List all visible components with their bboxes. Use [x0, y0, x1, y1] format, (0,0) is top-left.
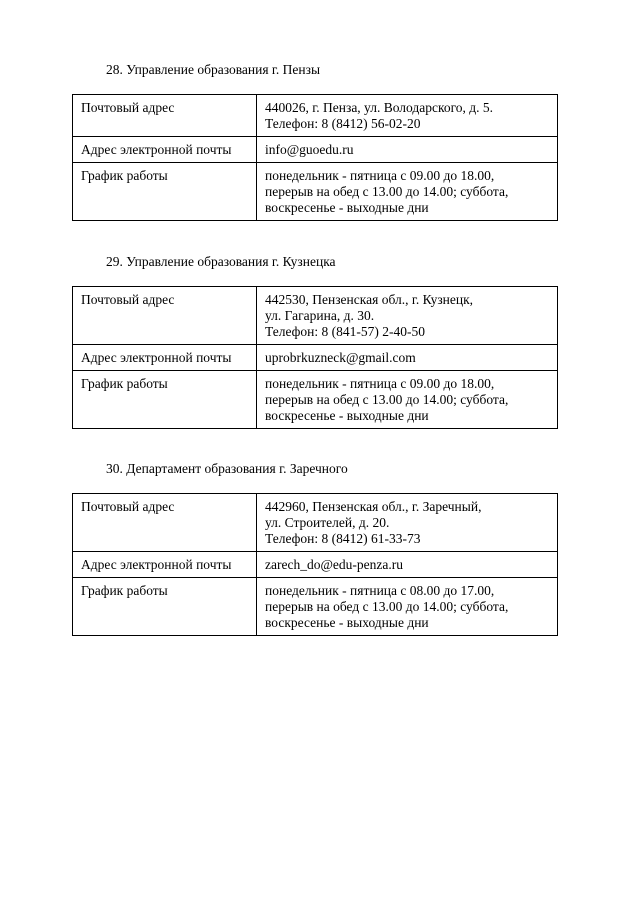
- email-value[interactable]: info@guoedu.ru: [257, 137, 558, 163]
- schedule-line: воскресенье - выходные дни: [265, 615, 429, 630]
- section-title: 29. Управление образования г. Кузнецка: [106, 254, 336, 269]
- table-row-address: [73, 287, 558, 345]
- table-row-address: [73, 494, 558, 552]
- address-label: Почтовый адрес: [73, 287, 257, 345]
- table-row-email: [73, 345, 558, 371]
- table-row-schedule: [73, 163, 558, 221]
- contact-table: [72, 286, 558, 429]
- schedule-value: [257, 371, 558, 429]
- address-value: [257, 494, 558, 552]
- schedule-label: График работы: [73, 371, 257, 429]
- address-line: ул. Гагарина, д. 30.: [265, 308, 375, 323]
- address-line: ул. Строителей, д. 20.: [265, 515, 390, 530]
- email-label: Адрес электронной почты: [73, 552, 257, 578]
- address-line: 440026, г. Пенза, ул. Володарского, д. 5.: [265, 100, 494, 115]
- schedule-line: перерыв на обед с 13.00 до 14.00; суббота,: [265, 184, 509, 199]
- table-row-schedule: [73, 371, 558, 429]
- contact-table: [72, 493, 558, 636]
- section-kuznetsk: [72, 254, 558, 429]
- section-title: 30. Департамент образования г. Заречного: [106, 461, 348, 476]
- address-value: [257, 287, 558, 345]
- schedule-line: перерыв на обед с 13.00 до 14.00; суббота,: [265, 392, 509, 407]
- email-value[interactable]: uprobrkuzneck@gmail.com: [257, 345, 558, 371]
- phone-line: Телефон: 8 (8412) 61-33-73: [265, 531, 421, 546]
- table-row-address: [73, 95, 558, 137]
- schedule-line: понедельник - пятница с 08.00 до 17.00,: [265, 583, 495, 598]
- schedule-line: перерыв на обед с 13.00 до 14.00; суббота,: [265, 599, 509, 614]
- phone-line: Телефон: 8 (841-57) 2-40-50: [265, 324, 425, 339]
- contact-table: [72, 94, 558, 221]
- email-label: Адрес электронной почты: [73, 137, 257, 163]
- phone-line: Телефон: 8 (8412) 56-02-20: [265, 116, 421, 131]
- section-title: 28. Управление образования г. Пензы: [106, 62, 321, 77]
- address-label: Почтовый адрес: [73, 494, 257, 552]
- table-row-email: [73, 552, 558, 578]
- section-penza: [72, 62, 558, 221]
- section-zarechny: [72, 461, 558, 636]
- schedule-line: понедельник - пятница с 09.00 до 18.00,: [265, 376, 495, 391]
- address-value: [257, 95, 558, 137]
- email-label: Адрес электронной почты: [73, 345, 257, 371]
- schedule-line: понедельник - пятница с 09.00 до 18.00,: [265, 168, 495, 183]
- schedule-line: воскресенье - выходные дни: [265, 200, 429, 215]
- table-row-schedule: [73, 578, 558, 636]
- table-row-email: [73, 137, 558, 163]
- address-label: Почтовый адрес: [73, 95, 257, 137]
- schedule-label: График работы: [73, 163, 257, 221]
- address-line: 442530, Пензенская обл., г. Кузнецк,: [265, 292, 474, 307]
- email-value[interactable]: zarech_do@edu-penza.ru: [257, 552, 558, 578]
- schedule-value: [257, 578, 558, 636]
- address-line: 442960, Пензенская обл., г. Заречный,: [265, 499, 482, 514]
- schedule-line: воскресенье - выходные дни: [265, 408, 429, 423]
- schedule-value: [257, 163, 558, 221]
- schedule-label: График работы: [73, 578, 257, 636]
